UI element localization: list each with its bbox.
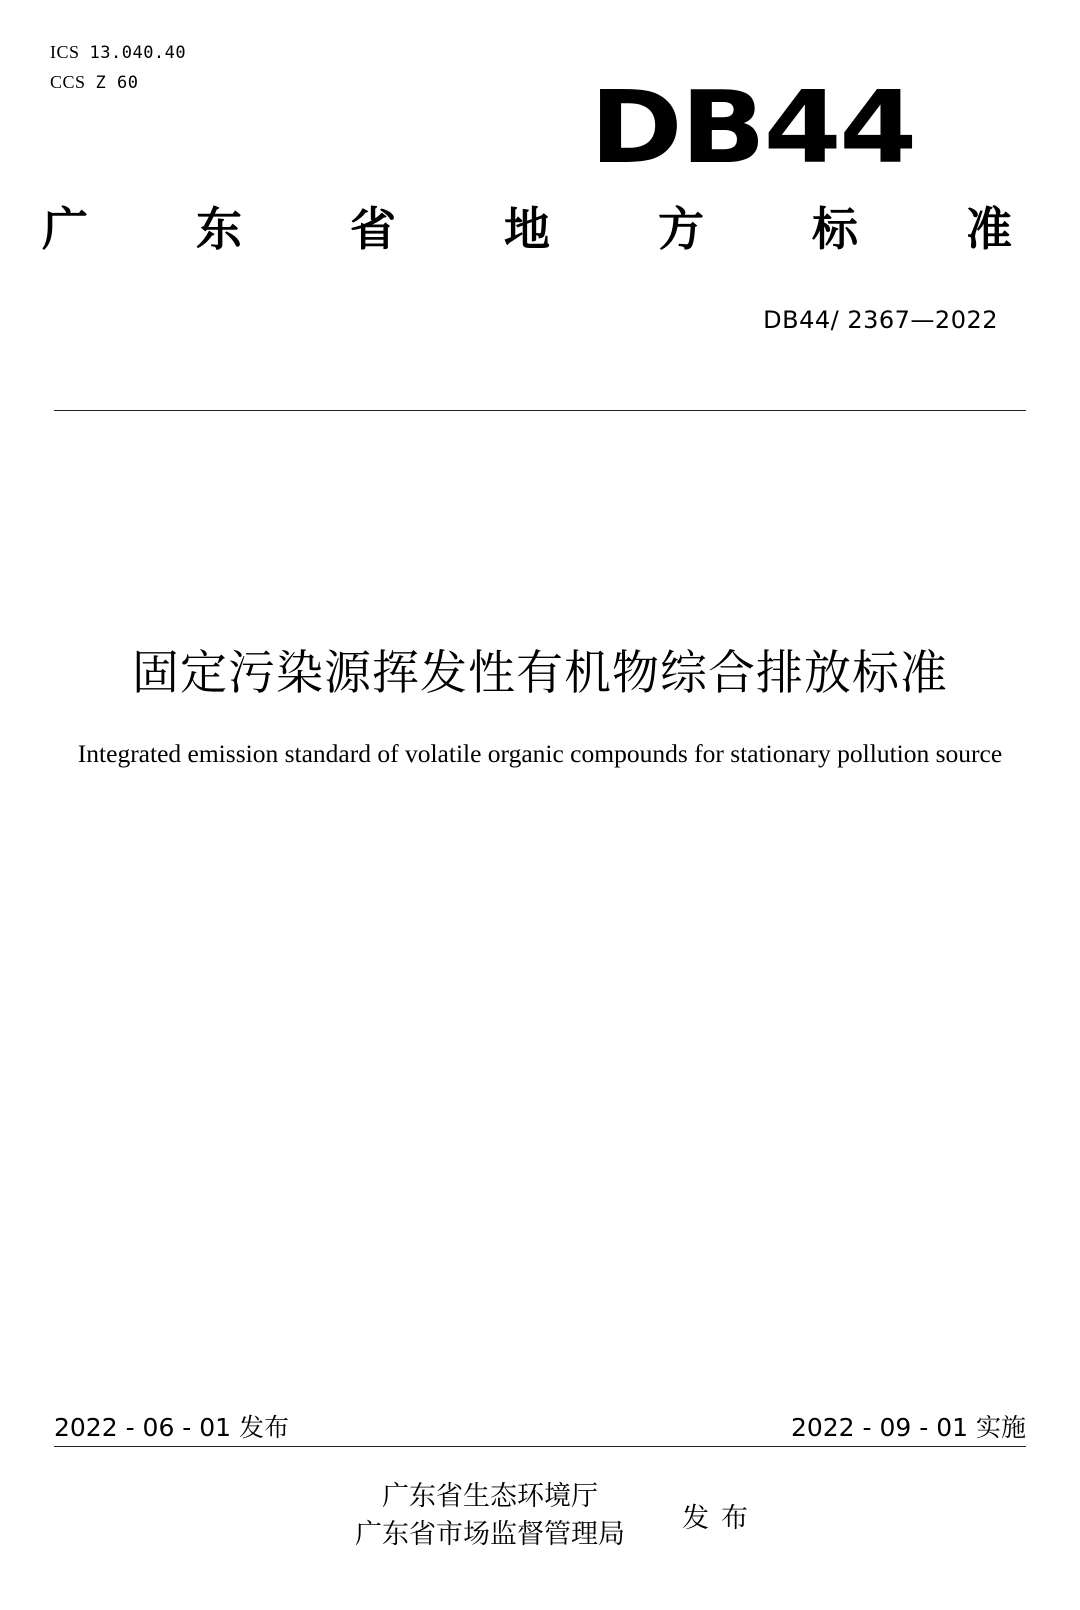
- ics-classification: [50, 42, 186, 63]
- standard-type-char: 广: [42, 202, 88, 256]
- standard-type-char: 省: [350, 202, 396, 256]
- issue-label: 发布: [682, 1503, 760, 1534]
- standard-type-char: 地: [504, 202, 550, 256]
- standard-type-char: 标: [812, 202, 858, 256]
- db44-logo: DB44: [589, 69, 915, 186]
- implementation-date: 2022 - 09 - 01 实施: [790, 1413, 1026, 1442]
- standard-type-char: 东: [196, 202, 242, 256]
- top-divider: [54, 410, 1026, 411]
- title-english: Integrated emission standard of volatile organic compounds for stationary pollution source: [77, 739, 1003, 768]
- issuer-name: 广东省市场监督管理局: [355, 1519, 625, 1550]
- issuing-authorities: [320, 1478, 660, 1554]
- ics-code: 13.040.40: [89, 43, 187, 63]
- ccs-code: Z 60: [95, 73, 139, 93]
- standard-type-char: 方: [658, 202, 704, 256]
- ics-label: ICS: [50, 42, 80, 62]
- issue-date: 2022 - 06 - 01 发布: [54, 1413, 290, 1442]
- issuer-name: 广东省生态环境厅: [382, 1481, 598, 1512]
- bottom-divider: [54, 1446, 1026, 1447]
- standard-type-title: [42, 202, 1012, 256]
- standard-number: DB44/ 2367—2022: [763, 306, 998, 334]
- standard-type-char: 准: [966, 202, 1012, 256]
- ccs-label: CCS: [50, 72, 86, 92]
- title-chinese: 固定污染源挥发性有机物综合排放标准: [132, 646, 948, 701]
